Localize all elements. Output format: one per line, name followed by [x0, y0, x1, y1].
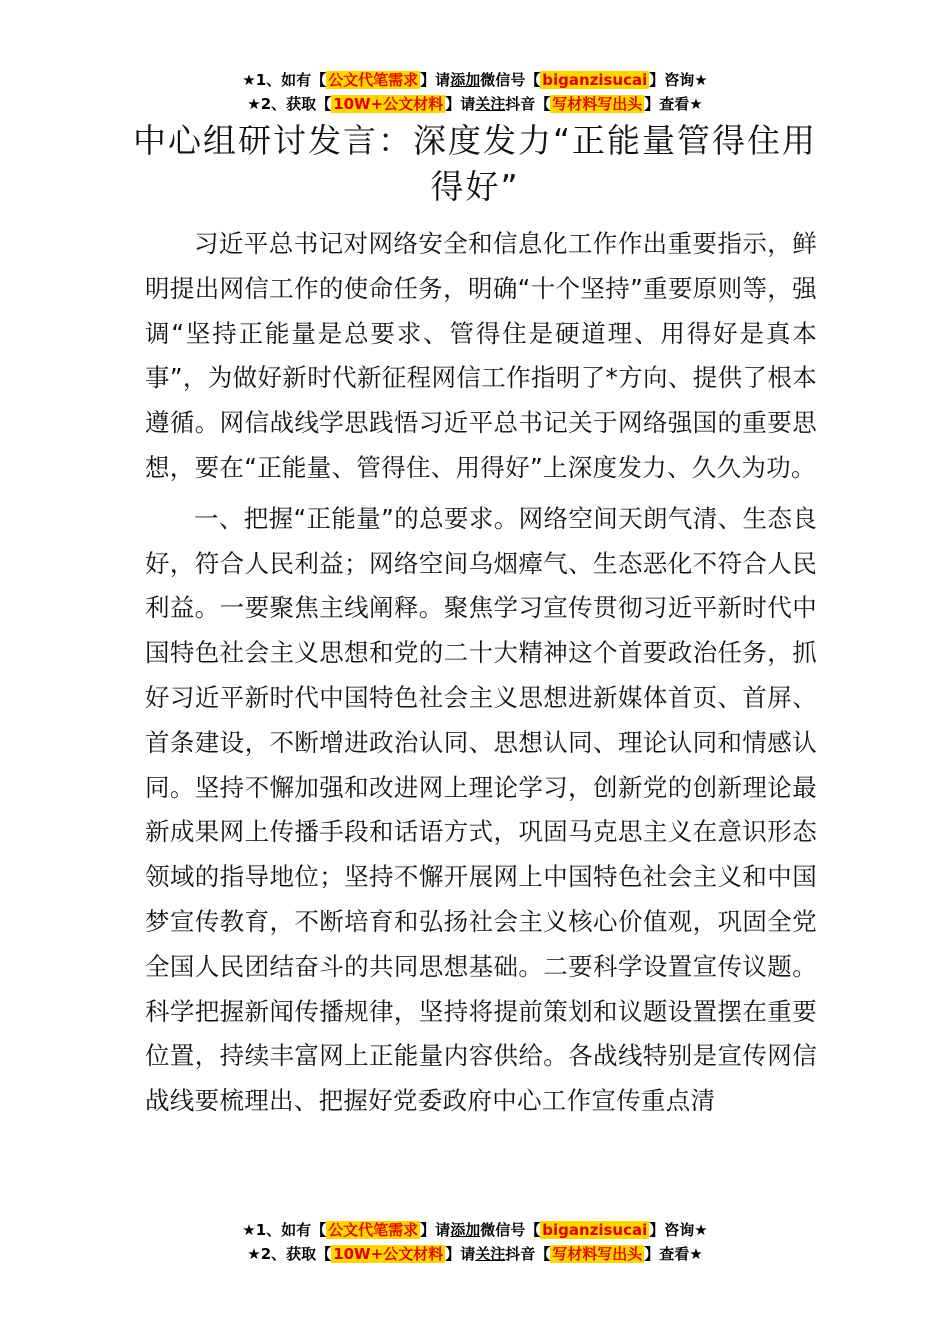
promo-text: 】请 [445, 95, 476, 113]
promo-text: ★1、如有【 [242, 1221, 327, 1239]
promo-line-2 [0, 1242, 950, 1266]
promo-text: 微信号【 [480, 71, 541, 89]
promo-underline: 关注 [475, 95, 506, 113]
promo-text: 】请 [445, 1245, 476, 1263]
promo-highlight: 10W+公文材料 [333, 95, 444, 113]
promo-underline: 关注 [475, 1245, 506, 1263]
promo-text: 抖音【 [505, 95, 551, 113]
promo-text: 】请 [420, 1221, 451, 1239]
promo-highlight: biganzisucai [542, 1221, 648, 1239]
promo-highlight: 写材料写出头 [552, 1245, 643, 1263]
promo-banner-top [0, 68, 950, 116]
promo-text: 】查看★ [644, 95, 703, 113]
promo-text: 】咨询★ [649, 71, 708, 89]
promo-text: ★1、如有【 [242, 71, 327, 89]
promo-underline: 添加 [450, 71, 481, 89]
paragraph: 习近平总书记对网络安全和信息化工作作出重要指示，鲜明提出网信工作的使命任务，明确“十个坚持”重要原则等，强调“坚持正能量是总要求、管得住是硬道理、用得好是真本事”，为做好新时代新征程网信工作指明了*方向、提供了根本遵循。网信战线学思践悟习近平总书记关于网络强国的重要思想，要在“正能量、管得住、用得好”上深度发力、久久为功。 [145, 229, 817, 482]
promo-highlight: 公文代笔需求 [328, 1221, 419, 1239]
promo-text: 】查看★ [644, 1245, 703, 1263]
promo-underline: 添加 [450, 1221, 481, 1239]
promo-highlight: biganzisucai [542, 71, 648, 89]
promo-text: 】咨询★ [649, 1221, 708, 1239]
promo-highlight: 10W+公文材料 [333, 1245, 444, 1263]
promo-text: 抖音【 [505, 1245, 551, 1263]
promo-highlight: 公文代笔需求 [328, 71, 419, 89]
promo-text: ★2、获取【 [247, 1245, 332, 1263]
promo-line-2 [0, 92, 950, 116]
promo-text: 】请 [420, 71, 451, 89]
promo-highlight: 写材料写出头 [552, 95, 643, 113]
promo-banner-bottom [0, 1218, 950, 1266]
document-title: 中心组研讨发言：深度发力“正能量管得住用得好” [132, 121, 818, 206]
document-body [145, 222, 817, 1124]
promo-line-1 [0, 1218, 950, 1242]
promo-text: ★2、获取【 [247, 95, 332, 113]
paragraph: 一、把握“正能量”的总要求。网络空间天朗气清、生态良好，符合人民利益；网络空间乌烟瘴气、生态恶化不符合人民利益。一要聚焦主线阐释。聚焦学习宣传贯彻习近平新时代中国特色社会主义思想和党的二十大精神这个首要政治任务，抓好习近平新时代中国特色社会主义思想进新媒体首页、首屏、首条建设，不断增进政治认同、思想认同、理论认同和情感认同。坚持不懈加强和改进网上理论学习，创新党的创新理论最新成果网上传播手段和话语方式，巩固马克思主义在意识形态领域的指导地位；坚持不懈开展网上中国特色社会主义和中国梦宣传教育，不断培育和弘扬社会主义核心价值观，巩固全党全国人民团结奋斗的共同思想基础。二要科学设置宣传议题。科学把握新闻传播规律，坚持将提前策划和议题设置摆在重要位置，持续丰富网上正能量内容供给。各战线特别是宣传网信战线要梳理出、把握好党委政府中心工作宣传重点清 [145, 503, 817, 1116]
promo-line-1 [0, 68, 950, 92]
promo-text: 微信号【 [480, 1221, 541, 1239]
